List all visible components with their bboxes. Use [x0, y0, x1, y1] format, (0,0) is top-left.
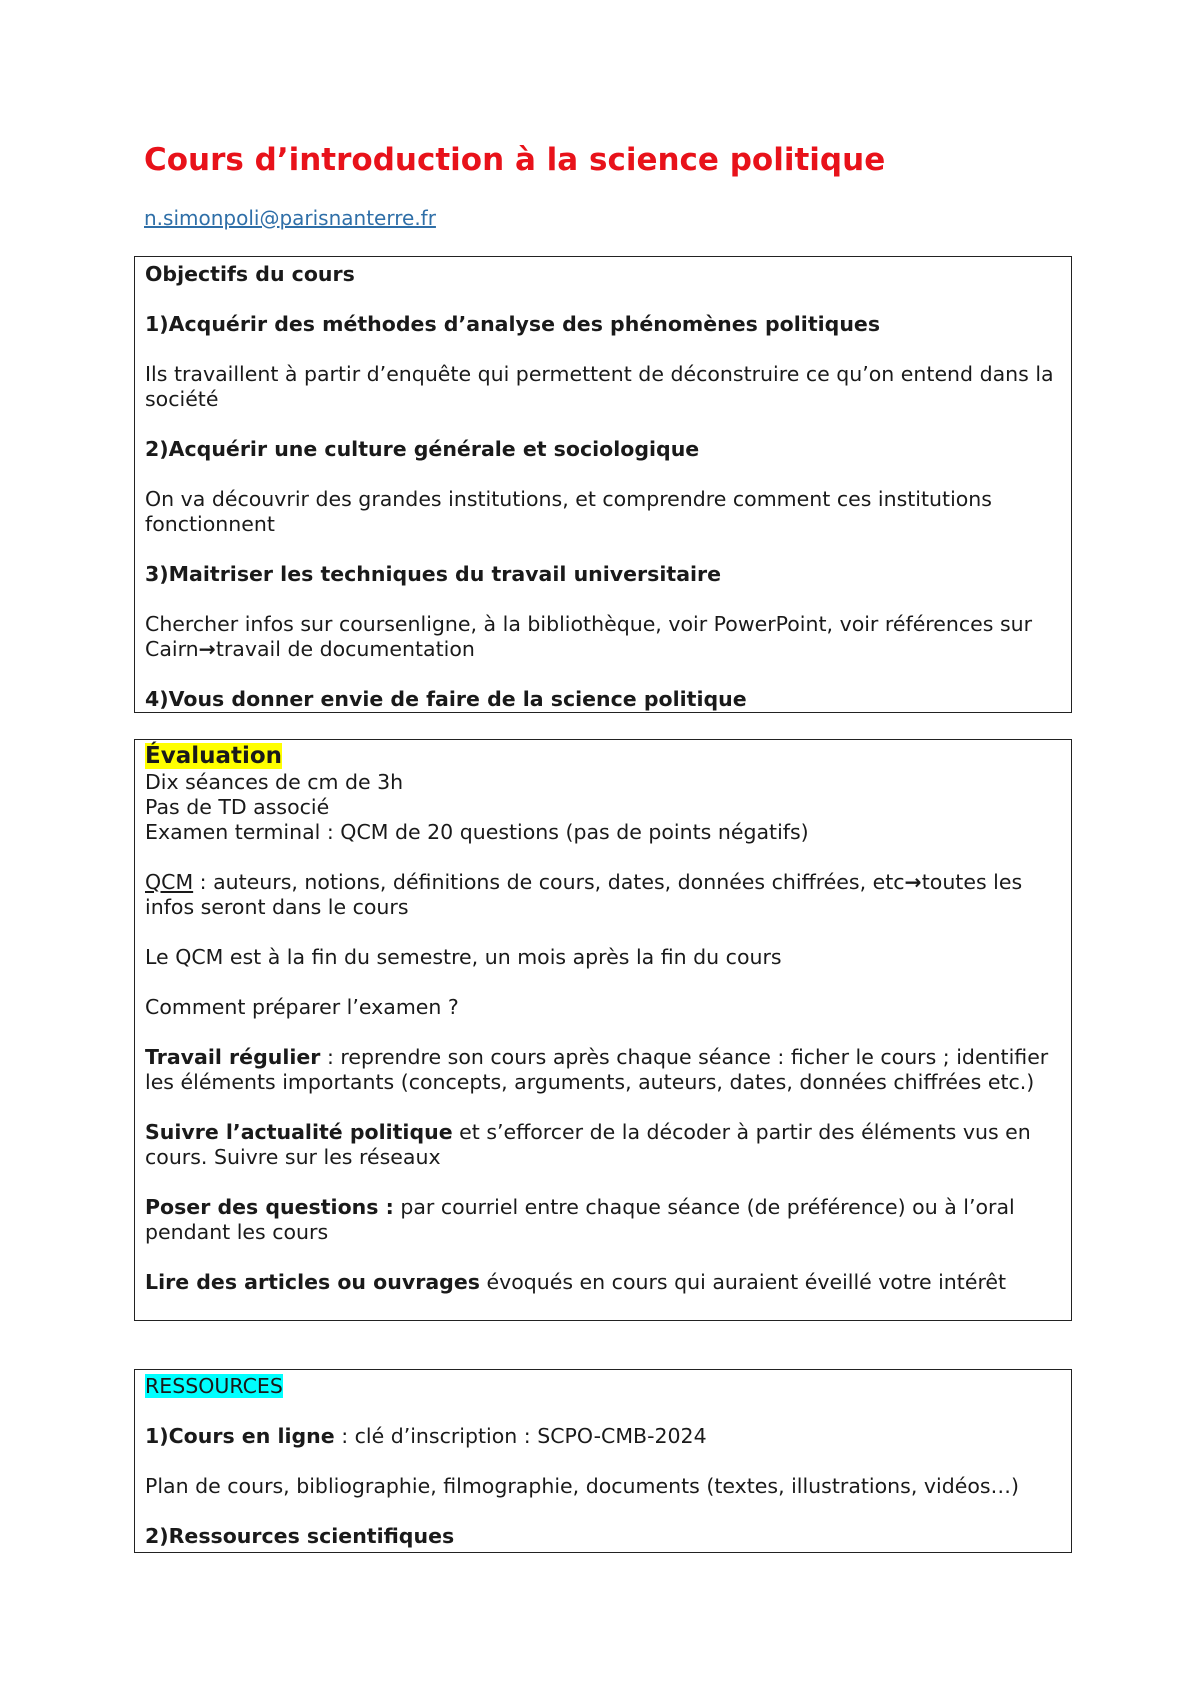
tip-3-bold: Poser des questions :	[145, 1195, 394, 1219]
tip-1-bold: Travail régulier	[145, 1045, 321, 1069]
tip-4-text: évoqués en cours qui auraient éveillé votre intérêt	[479, 1270, 1007, 1294]
objectif-1-title: 1)Acquérir des méthodes d’analyse des phénomènes politiques	[145, 312, 881, 336]
objectif-3-text-before: Chercher infos sur coursenligne, à la bibliothèque, voir PowerPoint, voir références sur Cairn	[145, 612, 1033, 661]
tip-4	[145, 1270, 1061, 1295]
evaluation-heading: Évaluation	[145, 743, 283, 769]
objectif-3-title: 3)Maitriser les techniques du travail universitaire	[145, 562, 722, 586]
document-title: Cours d’introduction à la science politique	[144, 142, 886, 178]
ressource-1	[145, 1424, 1061, 1449]
evaluation-line-3: Examen terminal : QCM de 20 questions (pas de points négatifs)	[145, 820, 809, 844]
objectif-3-text	[145, 612, 1061, 662]
arrow-icon: →	[198, 637, 216, 661]
arrow-icon: →	[904, 870, 922, 894]
email-link[interactable]: n.simonpoli@parisnanterre.fr	[144, 206, 436, 230]
evaluation-line-1: Dix séances de cm de 3h	[145, 770, 404, 794]
qcm-text-before: : auteurs, notions, définitions de cours, dates, données chiffrées, etc	[193, 870, 905, 894]
evaluation-line-2: Pas de TD associé	[145, 795, 330, 819]
objectif-3-text-after: travail de documentation	[215, 637, 475, 661]
objectif-2-title: 2)Acquérir une culture générale et sociologique	[145, 437, 700, 461]
qcm-label: QCM	[145, 870, 194, 894]
evaluation-section	[134, 739, 1072, 1321]
tip-4-bold: Lire des articles ou ouvrages	[145, 1270, 480, 1294]
ressource-1-desc: Plan de cours, bibliographie, filmographie, documents (textes, illustrations, vidéos…)	[145, 1474, 1020, 1498]
ressources-heading: RESSOURCES	[145, 1374, 283, 1398]
ressource-2-title: 2)Ressources scientifiques	[145, 1524, 455, 1548]
ressource-1-text: : clé d’inscription : SCPO-CMB-2024	[334, 1424, 707, 1448]
tip-2	[145, 1120, 1061, 1170]
qcm-text-after: toutes les infos seront dans le cours	[145, 870, 1023, 919]
objectif-4-title: 4)Vous donner envie de faire de la science politique	[145, 687, 747, 711]
tip-3	[145, 1195, 1061, 1245]
qcm-description	[145, 870, 1061, 920]
tip-2-bold: Suivre l’actualité politique	[145, 1120, 453, 1144]
objectif-1-text: Ils travaillent à partir d’enquête qui permettent de déconstruire ce qu’on entend dans la société	[145, 362, 1054, 411]
exam-question: Comment préparer l’examen ?	[145, 995, 459, 1019]
ressources-section	[134, 1369, 1072, 1553]
objectifs-heading: Objectifs du cours	[145, 262, 355, 286]
qcm-timing: Le QCM est à la fin du semestre, un mois après la fin du cours	[145, 945, 782, 969]
tip-1	[145, 1045, 1061, 1095]
tip-1-text: : reprendre son cours après chaque séance : ficher le cours ; identifier les éléments importants (concepts, arguments, auteurs, dates, données chiffrées etc.)	[145, 1045, 1049, 1094]
objectifs-section	[134, 256, 1072, 713]
ressource-1-bold: 1)Cours en ligne	[145, 1424, 335, 1448]
tip-3-text: par courriel entre chaque séance (de préférence) ou à l’oral pendant les cours	[145, 1195, 1015, 1244]
tip-2-text: et s’efforcer de la décoder à partir des éléments vus en cours. Suivre sur les réseaux	[145, 1120, 1031, 1169]
objectif-2-text: On va découvrir des grandes institutions, et comprendre comment ces institutions fonctionnent	[145, 487, 992, 536]
